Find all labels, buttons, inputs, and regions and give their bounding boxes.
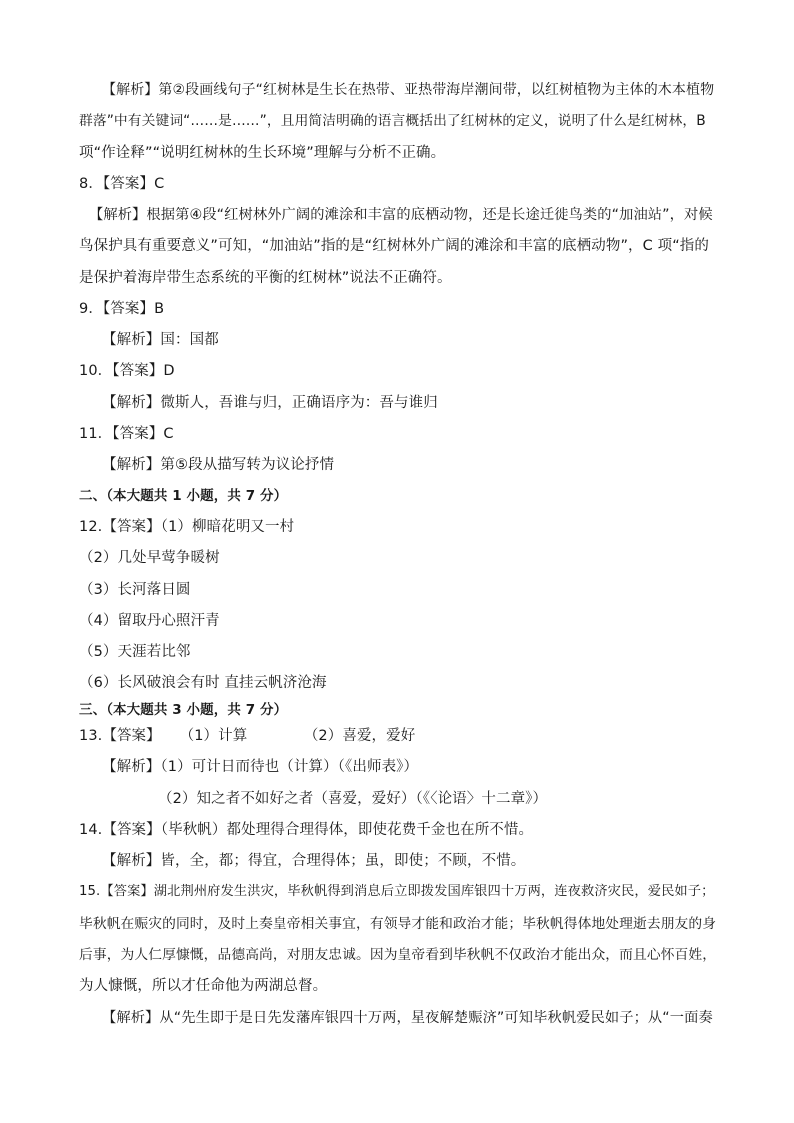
answer-q12: 12.【答案】（1）柳暗花明又一村 — [79, 519, 295, 535]
analysis-q8-line-1: 【解析】根据第④段“红树林外广阔的滩涂和丰富的底栖动物，还是长途迁徙鸟类的“加油站”，对候 — [89, 207, 713, 223]
section-heading-2: 二、（本大题共 1 小题，共 7 分） — [79, 488, 288, 504]
answer-q11: 11．【答案】C — [79, 426, 174, 442]
analysis-q13-line-1: 【解析】（1）可计日而待也（计算）（《出师表》） — [102, 759, 419, 775]
answer-q15-line-2: 毕秋帆在赈灾的同时，及时上奏皇帝相关事宜，有领导才能和政治才能；毕秋帆得体地处理逝去朋友的身 — [79, 916, 717, 932]
analysis-q15-line-1: 【解析】从“先生即于是日先发藩库银四十万两，星夜解楚赈济”可知毕秋帆爱民如子；从“一面奏 — [102, 1010, 713, 1026]
answer-q14: 14.【答案】（毕秋帆）都处理得合理得体，即使花费千金也在所不惜。 — [79, 822, 534, 838]
answer-q12-item-4: （4）留取丹心照汗青 — [79, 613, 220, 629]
analysis-q7-line-1: 【解析】第②段画线句子“红树林是生长在热带、亚热带海岸潮间带，以红树植物为主体的木本植物 — [102, 82, 715, 98]
analysis-q7-line-2: 群落”中有关键词“……是……”，且用简洁明确的语言概括出了红树林的定义，说明了什么是红树林，B — [79, 113, 706, 129]
answer-q8: 8．【答案】C — [79, 176, 165, 192]
answer-q15-line-1: 15.【答案】湖北荆州府发生洪灾，毕秋帆得到消息后立即拨发国库银四十万两，连夜救济灾民，爱民如子； — [79, 884, 715, 899]
analysis-q7-line-3: 项“作诠释”“说明红树林的生长环境”理解与分析不正确。 — [79, 145, 446, 161]
answer-q10: 10．【答案】D — [79, 363, 175, 379]
analysis-q13-line-2: （2）知之者不如好之者（喜爱，爱好）（《〈论语〉十二章》） — [158, 791, 548, 807]
analysis-q9: 【解析】国：国都 — [102, 332, 219, 348]
analysis-q10: 【解析】微斯人，吾谁与归，正确语序为：吾与谁归 — [102, 395, 438, 411]
analysis-q14: 【解析】皆，全，都；得宜，合理得体；虽，即使；不顾，不惜。 — [102, 853, 526, 869]
answer-q9: 9．【答案】B — [79, 301, 165, 317]
answer-q13: 13.【答案】 （1）计算 （2）喜爱，爱好 — [79, 728, 416, 744]
answer-q15-line-3: 后事，为人仁厚慷慨，品德高尚，对朋友忠诚。因为皇帝看到毕秋帆不仅政治才能出众，而且心怀百姓， — [79, 947, 717, 963]
analysis-q11: 【解析】第⑤段从描写转为议论抒情 — [102, 457, 335, 473]
section-heading-3: 三、（本大题共 3 小题，共 7 分） — [79, 702, 288, 718]
analysis-q8-line-3: 是保护着海岸带生态系统的平衡的红树林”说法不正确符。 — [79, 270, 452, 286]
answer-q15-line-4: 为人慷慨，所以才任命他为两湖总督。 — [79, 978, 328, 994]
answer-q12-item-5: （5）天涯若比邻 — [79, 644, 191, 660]
answer-q12-item-2: （2）几处早莺争暖树 — [79, 550, 220, 566]
answer-q12-item-6: （6）长风破浪会有时 直挂云帆济沧海 — [79, 675, 327, 691]
answer-q12-item-3: （3）长河落日圆 — [79, 582, 191, 598]
analysis-q8-line-2: 鸟保护具有重要意义”可知，“加油站”指的是“红树林外广阔的滩涂和丰富的底栖动物”，C 项“指的 — [79, 238, 710, 254]
